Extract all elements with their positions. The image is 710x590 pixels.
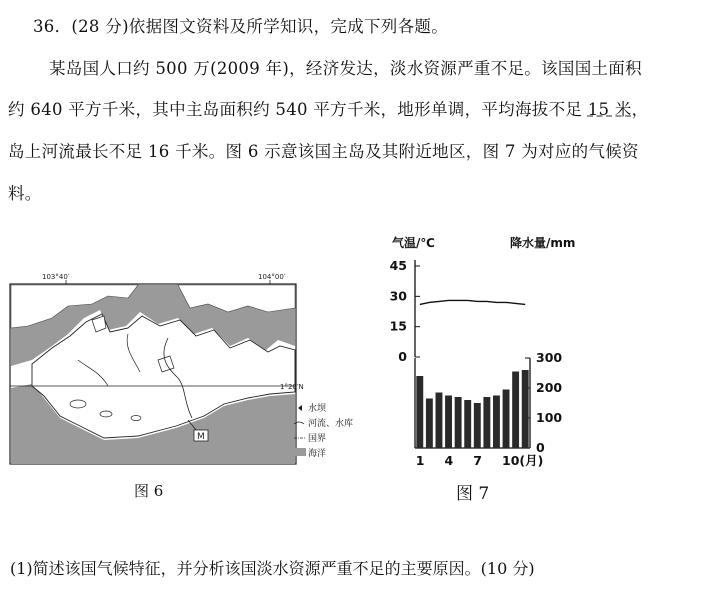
temperature-tick-label: 45: [389, 258, 407, 273]
precipitation-bar: [464, 400, 471, 448]
legend-ocean-label: 海洋: [308, 449, 327, 459]
precipitation-bar: [445, 396, 452, 449]
temperature-curve: [420, 300, 525, 304]
precipitation-tick-label: 0: [536, 440, 545, 455]
precipitation-bar: [512, 372, 519, 449]
legend-dam-label: 水坝: [308, 404, 327, 414]
month-tick-label: 4: [444, 453, 454, 468]
precipitation-bar: [483, 397, 490, 448]
precipitation-bar: [474, 403, 481, 448]
climate-chart-svg: [380, 230, 576, 475]
precipitation-bar: [416, 376, 423, 448]
paragraph-line-3: 岛上河流最长不足 16 千米。图 6 示意该国主岛及其附近地区，图 7 为对应的气候资: [8, 142, 639, 161]
month-tick-label: 1: [415, 453, 425, 468]
temperature-tick-label: 15: [389, 318, 407, 334]
precipitation-axis-label: 降水量/mm: [510, 236, 576, 250]
longitude-right-label: 104°00′: [258, 273, 286, 281]
m-marker-label: M: [197, 432, 205, 442]
precipitation-bar: [426, 399, 433, 449]
ocean-icon: [294, 448, 306, 456]
small-island: [131, 416, 141, 421]
temperature-tick-label: 30: [389, 288, 407, 304]
small-island: [70, 400, 86, 408]
precipitation-bar: [522, 370, 529, 448]
map-legend: [294, 402, 353, 459]
temperature-tick-label: 0: [398, 349, 407, 364]
month-tick-label: 7: [473, 453, 482, 468]
legend-border-label: 国界: [308, 434, 327, 444]
precipitation-bars: [416, 370, 528, 448]
figure-7-climate-chart: [380, 230, 576, 475]
question-header: 36．(28 分)依据图文资料及所学知识，完成下列各题。: [33, 17, 449, 36]
precipitation-tick-label: 100: [536, 410, 563, 425]
island-map-svg: [8, 268, 354, 478]
precipitation-bar: [493, 396, 500, 449]
legend-river-label: 河流、水库: [308, 419, 354, 429]
temperature-axis-label: 气温/℃: [392, 236, 435, 250]
precipitation-bar: [436, 393, 443, 449]
latitude-label: 1°20′N: [280, 383, 304, 391]
figure-6-map: [8, 268, 354, 478]
small-island: [100, 411, 112, 417]
figure-6-caption: 图 6: [134, 482, 164, 500]
paragraph-line-4: 料。: [8, 184, 42, 203]
temperature-line: [420, 300, 525, 304]
dam-icon: [298, 405, 302, 411]
paragraph-line-2-text: 约 640 平方千米，其中主岛面积约 540 平方千米，地形单调，平均海拔不足: [8, 100, 588, 119]
precipitation-bar: [503, 390, 510, 449]
precipitation-tick-label: 300: [536, 350, 563, 365]
paragraph-line-2-end: ，: [631, 100, 649, 119]
paragraph-line-1: 某岛国人口约 500 万(2009 年)，经济发达，淡水资源严重不足。该国国土面积: [49, 59, 642, 78]
precipitation-bar: [455, 397, 462, 448]
elevation-value: 15 米: [587, 100, 632, 119]
figure-7-caption: 图 7: [456, 484, 490, 504]
sub-question-1: (1)简述该国气候特征，并分析该国淡水资源严重不足的主要原因。(10 分): [10, 559, 535, 578]
longitude-left-label: 103°40′: [42, 273, 70, 281]
paragraph-line-2: [8, 96, 648, 120]
month-tick-label: 10(月): [502, 453, 544, 468]
precipitation-tick-label: 200: [536, 380, 563, 395]
